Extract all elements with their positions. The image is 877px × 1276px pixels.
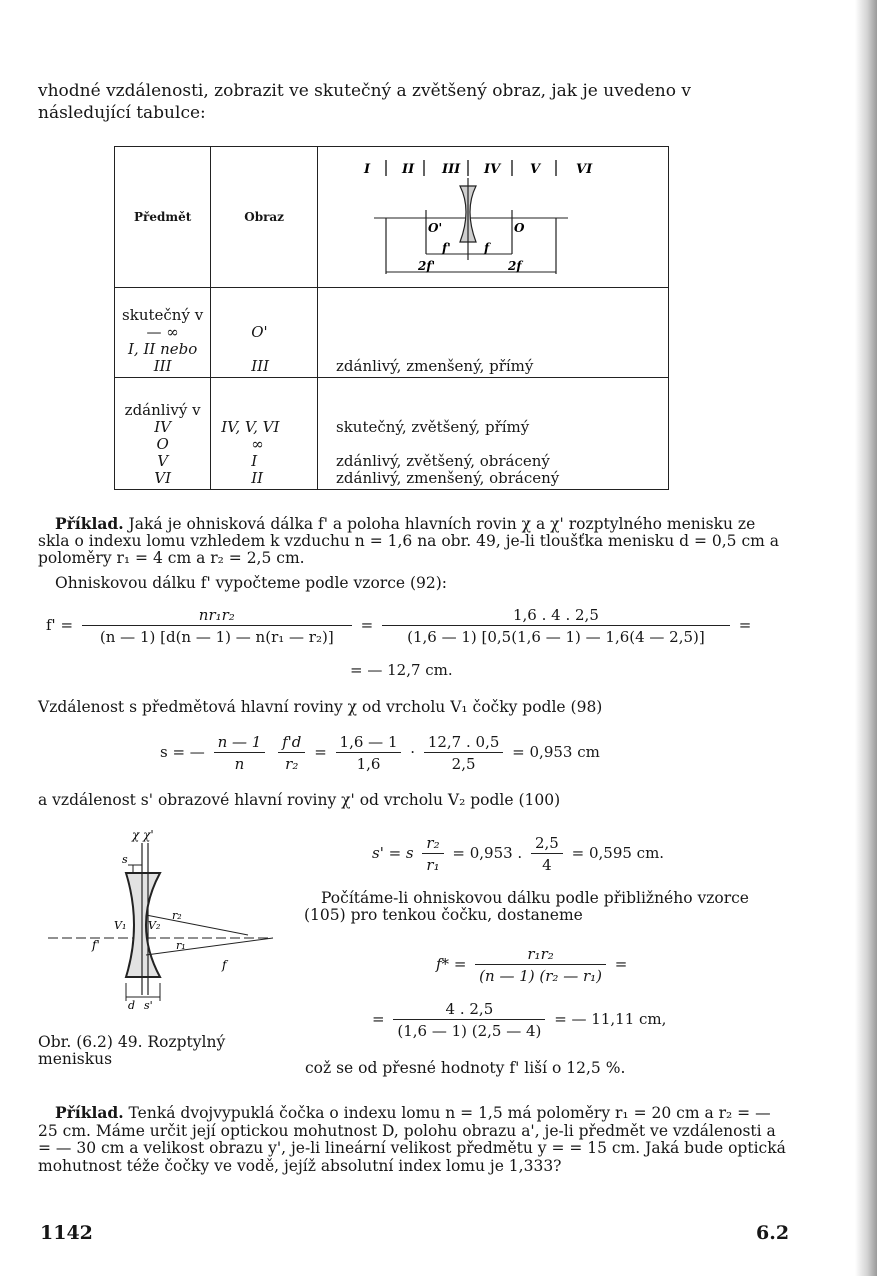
point-label-f: f	[484, 240, 490, 255]
equation-s-prime	[372, 834, 664, 874]
eq4-frac1	[475, 945, 606, 985]
row2-obraz	[211, 378, 318, 490]
point-label-2f: 2f	[508, 258, 522, 273]
zone-label-1: I	[364, 161, 371, 177]
equation-s	[160, 733, 600, 773]
row2-predmet-line: VI	[154, 469, 171, 487]
zone-label-2: II	[402, 161, 415, 177]
zone-label-6: VI	[576, 161, 593, 177]
eq4-d1: (n — 1) (r₂ — r₁)	[479, 967, 602, 985]
eq3-n2: 2,5	[531, 834, 563, 854]
eq4-tail: =	[614, 955, 628, 973]
eq2-frac4	[424, 733, 504, 773]
eq1-fraction-symbolic	[82, 606, 352, 646]
intro-paragraph: vhodné vzdálenosti, zobrazit ve skutečný a zvětšený obraz, jak je uvedeno v následující tabulce:	[38, 81, 691, 123]
eq1-result: = — 12,7 cm.	[350, 661, 453, 679]
equation-focal-length	[46, 606, 751, 646]
header-obraz: Obraz	[211, 147, 318, 288]
eq2-d3: 1,6	[356, 755, 381, 773]
figure-label-v1: V₁	[114, 919, 127, 932]
eq4-d2: (1,6 — 1) (2,5 — 4)	[397, 1022, 542, 1040]
eq4-n1: r₁r₂	[475, 945, 606, 965]
row2-desc-line: skutečný, zvětšený, přímý	[336, 418, 530, 436]
row2-predmet-line: IV	[154, 418, 171, 436]
eq4-n2: 4 . 2,5	[393, 1000, 545, 1020]
zone-label-5: V	[530, 161, 541, 177]
example1-paragraph	[38, 515, 788, 567]
eq4-lead: =	[372, 1010, 385, 1028]
figure-label-r2: r₂	[172, 909, 182, 922]
eq2-equals: =	[314, 743, 327, 761]
figure-label-f-prime: f'	[92, 938, 100, 952]
eq2-frac3	[336, 733, 402, 773]
row2-description	[318, 378, 669, 490]
eq1-equals: =	[360, 616, 374, 634]
page-number: 1142	[40, 1222, 93, 1244]
text-distance-s-prime: a vzdálenost s' obrazové hlavní roviny χ' od vrcholu V₂ podle (100)	[38, 791, 561, 809]
eq3-lhs: s' = s	[372, 844, 414, 862]
text-approximate-formula: Počítáme-li ohniskovou dálku podle přibližného vzorce (105) pro tenkou čočku, dostaneme	[304, 889, 749, 924]
figure-caption: Obr. (6.2) 49. Rozptylný meniskus	[38, 1033, 226, 1068]
row2-desc-line: zdánlivý, zmenšený, obrácený	[336, 469, 560, 487]
eq3-d2: 4	[542, 856, 552, 874]
eq2-dot: ·	[410, 743, 416, 761]
eq2-d1: n	[234, 755, 245, 773]
row2-obraz-line: IV, V, VI	[221, 418, 280, 436]
eq2-result: = 0,953 cm	[512, 743, 600, 761]
eq3-n1: r₂	[422, 834, 443, 854]
eq1-lhs: f' =	[46, 616, 74, 634]
eq4-result: = — 11,11 cm,	[554, 1010, 667, 1028]
eq2-d2: r₂	[285, 755, 299, 773]
example1-line2: Ohniskovou dálku f' vypočteme podle vzorce (92):	[55, 574, 448, 592]
eq3-frac1	[422, 834, 443, 874]
eq1-num2: 1,6 . 4 . 2,5	[382, 606, 730, 626]
example2-text: Tenká dvojvypuklá čočka o indexu lomu n = 1,5 má poloměry r₁ = 20 cm a r₂ = — 25 cm. Máme určit její optickou mohutnost D, polohu obrazu a', je-li předmět ve vzdálenosti a = — 30 cm a velikost obrazu y', je-li lineární velikost předmětu y = = 15 cm. Jaká bude optická mohutnost téže čočky ve vodě, jejíž absolutní index lomu je 1,333?	[38, 1104, 786, 1175]
equation-f-star-numeric	[372, 1000, 666, 1040]
zone-label-3: III	[442, 161, 461, 177]
row2-predmet-line: O	[156, 435, 169, 453]
row1-predmet	[115, 288, 211, 378]
row2-obraz-line: II	[251, 469, 264, 487]
example1-label: Příklad.	[55, 514, 124, 533]
row2-predmet-line: zdánlivý v	[124, 401, 201, 419]
text-difference: což se od přesné hodnoty f' liší o 12,5 %.	[305, 1059, 626, 1077]
eq1-den2: (1,6 — 1) [0,5(1,6 — 1) — 1,6(4 — 2,5)]	[407, 628, 705, 646]
eq2-frac1	[214, 733, 266, 773]
eq4-frac2	[393, 1000, 545, 1040]
row2-obraz-line: I	[251, 452, 258, 470]
row1-predmet-line: — ∞	[146, 323, 179, 342]
example2-label: Příklad.	[55, 1103, 124, 1122]
figure-label-s-prime: s'	[144, 999, 153, 1012]
row1-obraz-line: III	[251, 357, 270, 376]
table-row	[115, 378, 669, 490]
eq2-n2: f'd	[278, 733, 305, 753]
lens-zone-diagram	[318, 148, 668, 282]
figure-label-v2: V₂	[148, 919, 161, 932]
meniscus-figure	[48, 825, 288, 1025]
eq1-tail: =	[738, 616, 752, 634]
eq2-n1: n — 1	[214, 733, 266, 753]
book-spine-shadow	[855, 0, 877, 1276]
row1-predmet-line: III	[153, 357, 172, 376]
row1-predmet-line: I, II nebo	[127, 340, 198, 359]
eq3-result: = 0,595 cm.	[571, 844, 665, 862]
lens-zone-diagram-cell	[318, 147, 669, 288]
eq2-d4: 2,5	[451, 755, 476, 773]
row2-desc-line: zdánlivý, zvětšený, obrácený	[336, 452, 550, 470]
zone-label-4: IV	[484, 161, 501, 177]
point-label-f-prime: f'	[442, 240, 451, 255]
eq1-fraction-numeric	[382, 606, 730, 646]
point-label-o: O	[514, 220, 525, 235]
row2-predmet	[115, 378, 211, 490]
figure-label-d: d	[128, 999, 136, 1012]
eq3-frac2	[531, 834, 563, 874]
figure-label-s: s	[122, 853, 128, 866]
eq3-mid: = 0,953 .	[452, 844, 523, 862]
row1-predmet-line: skutečný v	[122, 306, 204, 325]
equation-f-star	[436, 945, 627, 985]
eq4-lhs: f* =	[436, 955, 467, 973]
table-header-row	[115, 147, 669, 288]
figure-label-chi: χ χ'	[132, 828, 154, 842]
example2-paragraph	[38, 1104, 788, 1175]
eq2-lhs: s = —	[160, 743, 205, 761]
header-predmet: Předmět	[115, 147, 211, 288]
eq1-den1: (n — 1) [d(n — 1) — n(r₁ — r₂)]	[99, 628, 334, 646]
row1-obraz	[211, 288, 318, 378]
figure-label-r1: r₁	[176, 939, 186, 952]
row2-predmet-line: V	[157, 452, 169, 470]
point-label-2f-prime: 2f'	[418, 258, 436, 273]
eq1-num1: nr₁r₂	[82, 606, 352, 626]
figure-label-f: f	[222, 958, 227, 972]
row2-obraz-line: ∞	[251, 435, 264, 453]
eq2-frac2	[278, 733, 305, 773]
row1-obraz-line: O'	[251, 323, 268, 342]
image-table	[114, 146, 669, 490]
eq3-d1: r₁	[426, 856, 440, 874]
table-row	[115, 288, 669, 378]
eq2-n3: 1,6 — 1	[336, 733, 402, 753]
example1-text: Jaká je ohnisková dálka f' a poloha hlavních rovin χ a χ' rozptylného menisku ze skla o indexu lomu vzhledem k vzduchu n = 1,6 na obr. 49, je-li tloušťka menisku d = 0,5 cm a poloměry r₁ = 4 cm a r₂ = 2,5 cm.	[38, 515, 779, 567]
eq2-n4: 12,7 . 0,5	[424, 733, 504, 753]
row1-description: zdánlivý, zmenšený, přímý	[318, 288, 669, 378]
text-distance-s: Vzdálenost s předmětová hlavní roviny χ od vrcholu V₁ čočky podle (98)	[38, 698, 603, 716]
section-number: 6.2	[756, 1222, 790, 1244]
point-label-o-prime: O'	[428, 220, 443, 235]
